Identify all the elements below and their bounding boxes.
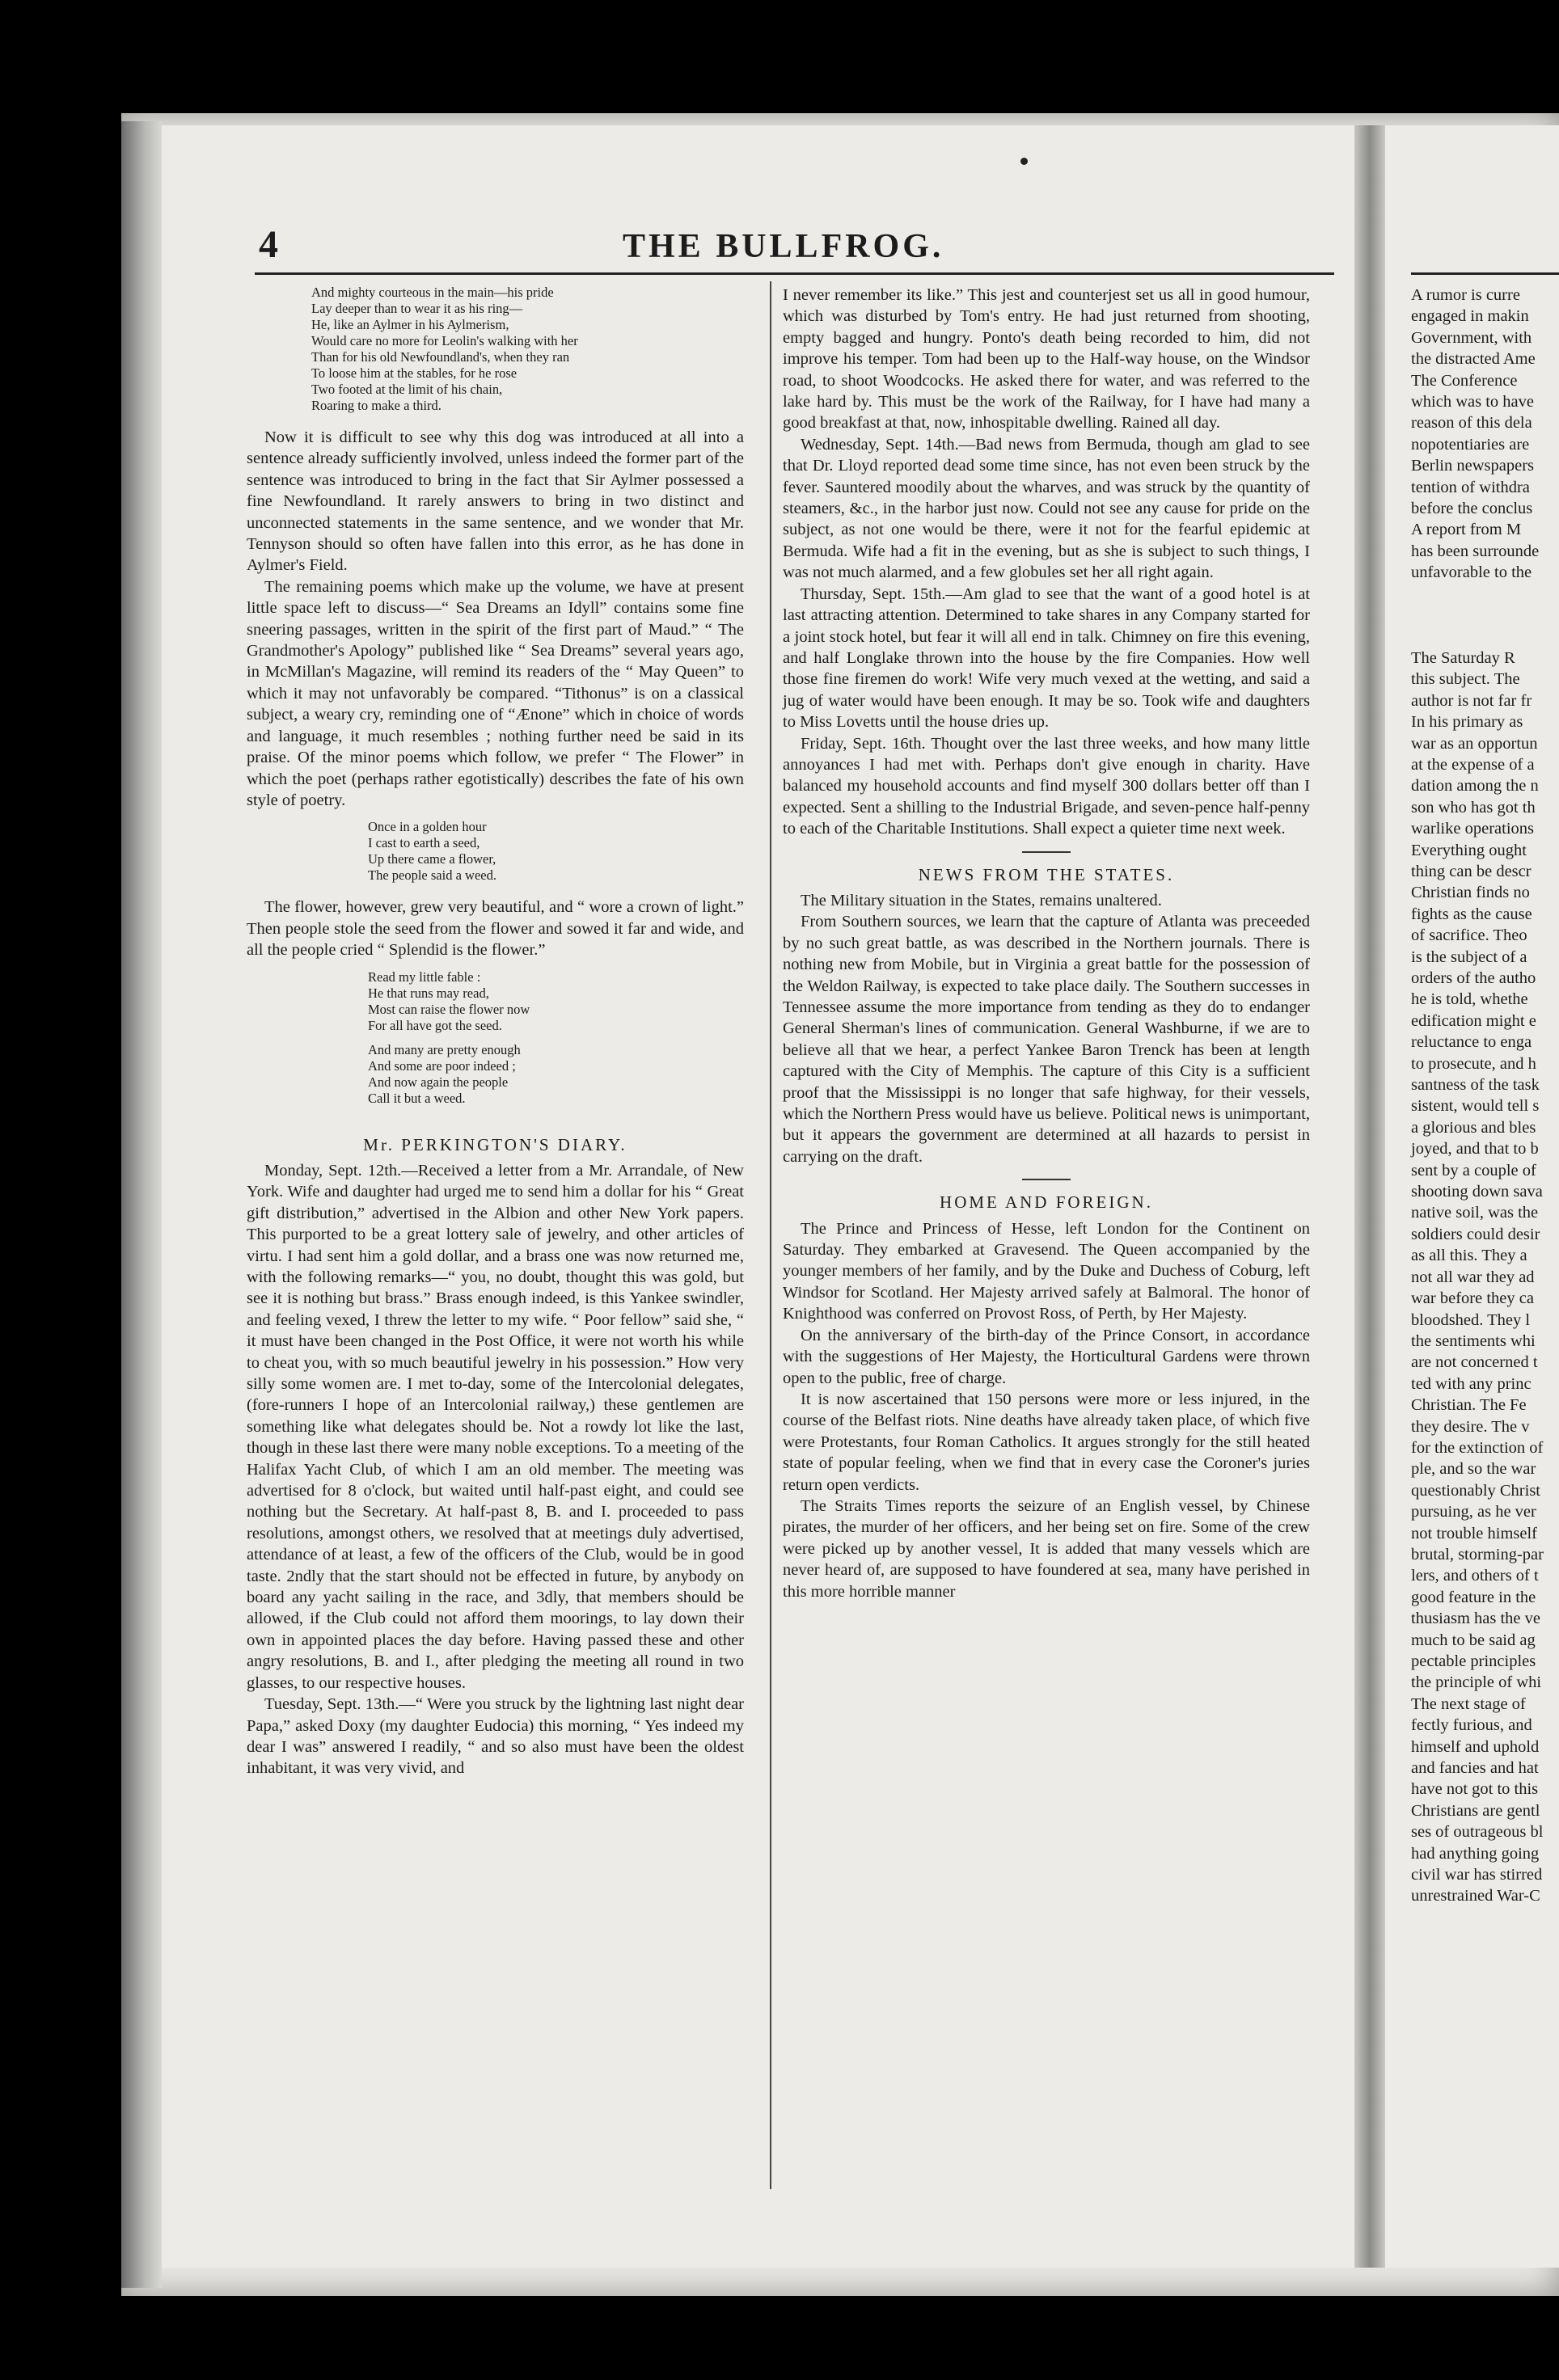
- next-page-line: the sentiments whi: [1411, 1331, 1536, 1350]
- next-page-line: to prosecute, and h: [1411, 1054, 1536, 1073]
- next-page-line: Everything ought: [1411, 841, 1527, 859]
- next-page-line: dation among the n: [1411, 777, 1539, 795]
- next-page-line: pursuing, as he ver: [1411, 1503, 1536, 1521]
- right-column: [783, 285, 1310, 1602]
- next-page-line: In his primary as: [1411, 713, 1523, 732]
- poem-line: And now again the people: [368, 1074, 509, 1090]
- next-page-line: Berlin newspapers: [1411, 457, 1534, 475]
- poem-line: Than for his old Newfoundland's, when they ran: [311, 349, 570, 365]
- diary-entry-wednesday: Wednesday, Sept. 14th.—Bad news from Bermuda, though am glad to see that Dr. Lloyd reported dead some time since, has not even been struck by the fever. Sauntered moodily about the wharves, and was struck by the quantity of steamers, &c., in the harbor just now. Could not see any cause for pride on the subject, as not one would be there, were it not for the fearful epidemic at Bermuda. Wife had a fit in the evening, but as she is subject to such things, I was not much alarmed, and a few globules set her all right again.: [783, 435, 1310, 582]
- next-page-line: which was to have: [1411, 393, 1534, 411]
- next-page-line: son who has got th: [1411, 798, 1536, 817]
- poem-line: Most can raise the flower now: [368, 1001, 530, 1017]
- poem-line: Once in a golden hour: [368, 819, 487, 835]
- next-page-line: A rumor is curre: [1411, 286, 1520, 304]
- section-rule: [1022, 1179, 1071, 1180]
- poem-line: And mighty courteous in the main—his pride: [311, 285, 554, 300]
- next-page-line: Government, with: [1411, 328, 1532, 347]
- next-page-line: have not got to this: [1411, 1780, 1539, 1799]
- next-page-line: soldiers could desir: [1411, 1225, 1540, 1243]
- next-page-line: The Conference: [1411, 371, 1518, 390]
- next-page-line: Christian. The Fe: [1411, 1396, 1527, 1415]
- next-page-line: [1411, 584, 1559, 605]
- newspaper-title: THE BULLFROG.: [623, 228, 944, 265]
- poem-excerpt-flower: [368, 819, 744, 884]
- next-page-line: sent by a couple of: [1411, 1161, 1536, 1179]
- poem-excerpt-aylmer: [311, 285, 744, 414]
- next-page-line: ple, and so the war: [1411, 1460, 1536, 1479]
- next-page-line: the distracted Ame: [1411, 350, 1536, 369]
- next-page-line: Christians are gentl: [1411, 1801, 1540, 1820]
- page-gutter: [1354, 125, 1385, 2268]
- next-page-line: ted with any princ: [1411, 1374, 1532, 1393]
- next-page-column: [1411, 285, 1559, 1907]
- next-page-line: santness of the task: [1411, 1076, 1540, 1095]
- next-page-line: brutal, storming-par: [1411, 1545, 1544, 1563]
- next-page-line: much to be said ag: [1411, 1631, 1536, 1649]
- book-binding: [121, 121, 162, 2288]
- poem-line: Lay deeper than to wear it as his ring—: [311, 301, 523, 316]
- next-page-line: nopotentiaries are: [1411, 435, 1530, 454]
- section-rule: [1022, 851, 1071, 853]
- diary-entry-tuesday: Tuesday, Sept. 13th.—“ Were you struck by the lightning last night dear Papa,” asked Doxy (my daughter Eudocia) this morning, “ Yes indeed my dear I was” answered I readily, “ and so also must have been the oldest inhabitant, it was very vivid, and: [247, 1695, 744, 1778]
- next-page-line: lers, and others of t: [1411, 1567, 1539, 1585]
- next-page-line: is the subject of a: [1411, 947, 1527, 966]
- next-page-line: The next stage of: [1411, 1694, 1526, 1713]
- ink-dot: [1020, 158, 1028, 165]
- next-page-line: a glorious and bles: [1411, 1118, 1536, 1137]
- poem-excerpt-fable: [368, 969, 744, 1034]
- next-page-line: pectable principles: [1411, 1652, 1536, 1670]
- poem-line: Up there came a flower,: [368, 851, 496, 867]
- next-page-line: tention of withdra: [1411, 478, 1530, 496]
- news-paragraph: From Southern sources, we learn that the capture of Atlanta was preceeded by no such great battle, as was described in the Northern journals. There is nothing new from Mobile, but in Virginia a great battle for the possession of the Weldon Railway, is expected to take place daily. The Southern successes in Tennessee assume the more importance from tending as they do to endanger General Sherman's lines of communication. General Washburne, if we are to believe all that we hear, a perfect Yankee Baron Trenck has been at length captured with the City of Memphis. The capture of this City is a sufficient proof that the Mississippi is no longer that safe highway, for their vessels, which the Northern Press would have us believe. Political news is unimportant, but it appears the government are determined at all hazards to persist in carrying on the draft.: [783, 913, 1310, 1166]
- next-page-line: not all war they ad: [1411, 1268, 1535, 1286]
- diary-entry-friday: Friday, Sept. 16th. Thought over the last three weeks, and how many little annoyances I had met with. Perhaps don't give enough in charity. Have balanced my household accounts and find myself 300 dollars better off than I expected. Sent a shilling to the Industrial Brigade, and seven-pence half-penny to each of the Charitable Institutions. Shall expect a quieter time next week.: [783, 734, 1310, 838]
- next-page-line: not trouble himself: [1411, 1524, 1538, 1542]
- next-page-line: of sacrifice. Theo: [1411, 926, 1527, 945]
- next-page-line: A report from M: [1411, 521, 1522, 539]
- page-number: 4: [259, 223, 278, 266]
- poem-line: For all have got the seed.: [368, 1017, 502, 1033]
- next-page-line: [1411, 605, 1559, 626]
- article-paragraph: The flower, however, grew very beautiful, and “ wore a crown of light.” Then people stole the seed from the flower and sowed it far and wide, and all the people cried “ Splendid is the flower.”: [247, 898, 744, 960]
- next-page-line: had anything going: [1411, 1844, 1540, 1863]
- news-heading: NEWS FROM THE STATES.: [918, 864, 1175, 884]
- next-page-line: the principle of whi: [1411, 1673, 1542, 1692]
- next-page-line: reluctance to enga: [1411, 1033, 1532, 1052]
- diary-entry-continued: I never remember its like.” This jest and counterjest set us all in good humour, which was disturbed by Tom's entry. He had just returned from shooting, empty bagged and hungry. Ponto's death being recorded to him, did not improve his temper. Tom had been up to the Half-way house, on the Windsor road, to shoot Woodcocks. He asked there for water, and was referred to the lake hard by. This must be the work of the Railway, for I have had many a good breakfast at that, now, inhospitable dwelling. Rained all day.: [783, 286, 1310, 433]
- next-page-line: questionably Christ: [1411, 1481, 1541, 1500]
- next-page-line: sistent, would tell s: [1411, 1097, 1540, 1116]
- poem-line: Call it but a weed.: [368, 1090, 466, 1106]
- next-page-line: he is told, whethe: [1411, 990, 1528, 1009]
- poem-line: The people said a weed.: [368, 867, 496, 884]
- next-page-line: engaged in makin: [1411, 307, 1529, 326]
- home-paragraph: The Prince and Princess of Hesse, left London for the Continent on Saturday. They embarked at Gravesend. The Queen accompanied by the younger members of her family, and by the Duke and Duchess of Coburg, left Windsor for Scotland. Her Majesty arrived safely at Balmoral. The honor of Knighthood was conferred on Provost Ross, of Perth, by Her Majesty.: [783, 1219, 1310, 1323]
- home-foreign-heading: HOME AND FOREIGN.: [940, 1192, 1153, 1213]
- next-page-line: orders of the autho: [1411, 969, 1536, 987]
- next-page-rule: [1411, 272, 1559, 275]
- next-page-line: unrestrained War-C: [1411, 1887, 1540, 1905]
- next-page-line: are not concerned t: [1411, 1353, 1538, 1372]
- next-page-line: ses of outrageous bl: [1411, 1823, 1544, 1842]
- next-page-line: thusiasm has the ve: [1411, 1610, 1540, 1628]
- header-rule: [255, 272, 1334, 275]
- next-page-line: thing can be descr: [1411, 862, 1532, 880]
- next-page-line: before the conclus: [1411, 500, 1533, 518]
- next-page-line: native soil, was the: [1411, 1204, 1539, 1222]
- next-page-line: war as an opportun: [1411, 734, 1538, 753]
- next-page-line: unfavorable to the: [1411, 563, 1532, 582]
- diary-heading: Mr. PERKINGTON'S DIARY.: [363, 1134, 627, 1154]
- article-paragraph: Now it is difficult to see why this dog was introduced at all into a sentence already sufficiently involved, unless indeed the former part of the sentence was introduced to bring in the fact that Sir Aylmer possessed a fine Newfoundland. It rarely answers to bring in two distinct and unconnected statements in the same sentence, and we wonder that Mr. Tennyson should so often have fallen into this error, as he has done in Aylmer's Field.: [247, 428, 744, 575]
- poem-line: To loose him at the stables, for he rose: [311, 365, 518, 381]
- next-page-line: war before they ca: [1411, 1289, 1534, 1308]
- next-page-line: civil war has stirred: [1411, 1866, 1543, 1884]
- poem-line: Read my little fable :: [368, 968, 481, 985]
- column-divider: [770, 281, 771, 2189]
- next-page-line: The Saturday R: [1411, 648, 1515, 667]
- poem-excerpt-weed: [368, 1042, 744, 1107]
- next-page-line: good feature in the: [1411, 1588, 1536, 1606]
- poem-line: He that runs may read,: [368, 985, 489, 1001]
- poem-line: He, like an Aylmer in his Aylmerism,: [311, 317, 509, 332]
- article-paragraph: The remaining poems which make up the volume, we have at present little space left to discuss—“ Sea Dreams an Idyll” contains some fine sneering passages, written in the spirit of the first part of Maud.” “ The Grandmother's Apology” published like “ Sea Dreams” several years ago, in McMillan's Magazine, will remind its readers of the “ May Queen” to which it may not unfavorably be compared. “Tithonus” is on a classical subject, a weary cry, reminding one of “Ænone” which in choice of words and language, it much resembles ; nothing further need be said in its praise. Of the minor poems which follow, we prefer “ The Flower” in which the poet (perhaps rather egotistically) describes the fate of his own style of poetry.: [247, 577, 744, 809]
- next-page-line: as all this. They a: [1411, 1247, 1527, 1265]
- next-page-line: fectly furious, and: [1411, 1716, 1532, 1735]
- news-paragraph: The Military situation in the States, remains unaltered.: [801, 891, 1162, 909]
- poem-line: Two footed at the limit of his chain,: [311, 382, 503, 397]
- diary-entry-thursday: Thursday, Sept. 15th.—Am glad to see that the want of a good hotel is at last attracting attention. Determined to take shares in any Company started for a joint stock hotel, but fear it will all end in talk. Chimney on fire this evening, and half Longlake thrown into the house by the fire Companies. How well those fine firemen do work! Wife very much vexed at the wetting, and said a jug of water would have been enough. It may be so. Took wife and daughters to Miss Lovetts until the house dries up.: [783, 584, 1310, 732]
- poem-line: I cast to earth a seed,: [368, 835, 480, 851]
- next-page-line: himself and uphold: [1411, 1737, 1540, 1756]
- next-page-line: bloodshed. They l: [1411, 1310, 1531, 1329]
- diary-entry-monday: Monday, Sept. 12th.—Received a letter from a Mr. Arrandale, of New York. Wife and daughter had urged me to send him a dollar for his “ Great gift distribution,” advertised in the Albion and other New York papers. This purported to be a great lottery sale of jewelry, and other articles of virtu. I had sent him a gold dollar, and a brass one was now returned me, with the following remarks—“ you, no doubt, thought this was gold, but see it is nothing but brass.” Brass enough indeed, is this Yankee swindler, and feeling vexed, I threw the letter to my wife. “ Poor fellow” said she, “ it must have been changed in the Post Office, it were not worth his while to cheat you, with so much beautiful jewelry in his possession.” How very silly some women are. I met to-day, some of the Intercolonial delegates, (fore-runners I hope of an Intercolonial railway,) these gentlemen are something like what delegates should be. Not a rowdy lot like the last, though in these last there were many noble exceptions. To a meeting of the Halifax Yacht Club, of which I am an old member. The meeting was advertised for 8 o'clock, but waited until half-past eight, and could see nothing but the Secretary. At half-past 8, B. and I. proceeded to pass resolutions, amongst others, we resolved that at meetings duly advertised, attendance of at least, a few of the officers of the Club, would be in good taste. 2ndly that the start should not be effected in future, by anybody on board any yacht sailing in the race, and 3dly, that members should be allowed, if the Club could not afford them moorings, to lay down their own in appointed places the day before. Having passed these and other angry resolutions, B. and I., after pledging the meeting all round in two glasses, to our respective houses.: [247, 1161, 744, 1692]
- next-page-line: Christian finds no: [1411, 884, 1530, 902]
- next-page-line: shooting down sava: [1411, 1183, 1543, 1201]
- next-page-line: reason of this dela: [1411, 414, 1532, 433]
- next-page-line: [1411, 627, 1559, 648]
- next-page-line: and fancies and hat: [1411, 1759, 1539, 1778]
- poem-line: And many are pretty enough: [368, 1041, 521, 1057]
- left-column: [247, 285, 744, 1779]
- next-page-line: they desire. The v: [1411, 1417, 1530, 1436]
- poem-line: Would care no more for Leolin's walking with her: [311, 333, 578, 348]
- poem-line: And some are poor indeed ;: [368, 1057, 516, 1074]
- next-page-line: fights as the cause: [1411, 905, 1532, 923]
- home-paragraph: It is now ascertained that 150 persons were more or less injured, in the course of the Belfast riots. Nine deaths have already taken place, of which five were Protestants, four Roman Catholics. It argues strongly for the still heated state of popular feeling, when we find that in every case the Coroner's juries return open verdicts.: [783, 1390, 1310, 1494]
- next-page-line: joyed, and that to b: [1411, 1140, 1539, 1158]
- page-header: [259, 222, 1326, 271]
- next-page-line: this subject. The: [1411, 670, 1520, 689]
- next-page-line: edification might e: [1411, 1011, 1536, 1030]
- next-page-line: for the extinction of: [1411, 1438, 1544, 1457]
- home-paragraph: The Straits Times reports the seizure of an English vessel, by Chinese pirates, the murder of her officers, and her being set on fire. Some of the crew were picked up by another vessel, It is added that many vessels which are never heard of, are supposed to have foundered at sea, many have perished in this more horrible manner: [783, 1496, 1310, 1601]
- next-page-line: has been surrounde: [1411, 542, 1540, 560]
- next-page-line: author is not far fr: [1411, 691, 1532, 710]
- next-page-line: warlike operations: [1411, 820, 1534, 838]
- poem-line: Roaring to make a third.: [311, 398, 442, 413]
- home-paragraph: On the anniversary of the birth-day of the Prince Consort, in accordance with the suggestions of Her Majesty, the Horticultural Gardens were thrown open to the public, free of charge.: [783, 1326, 1310, 1387]
- next-page-line: at the expense of a: [1411, 755, 1535, 774]
